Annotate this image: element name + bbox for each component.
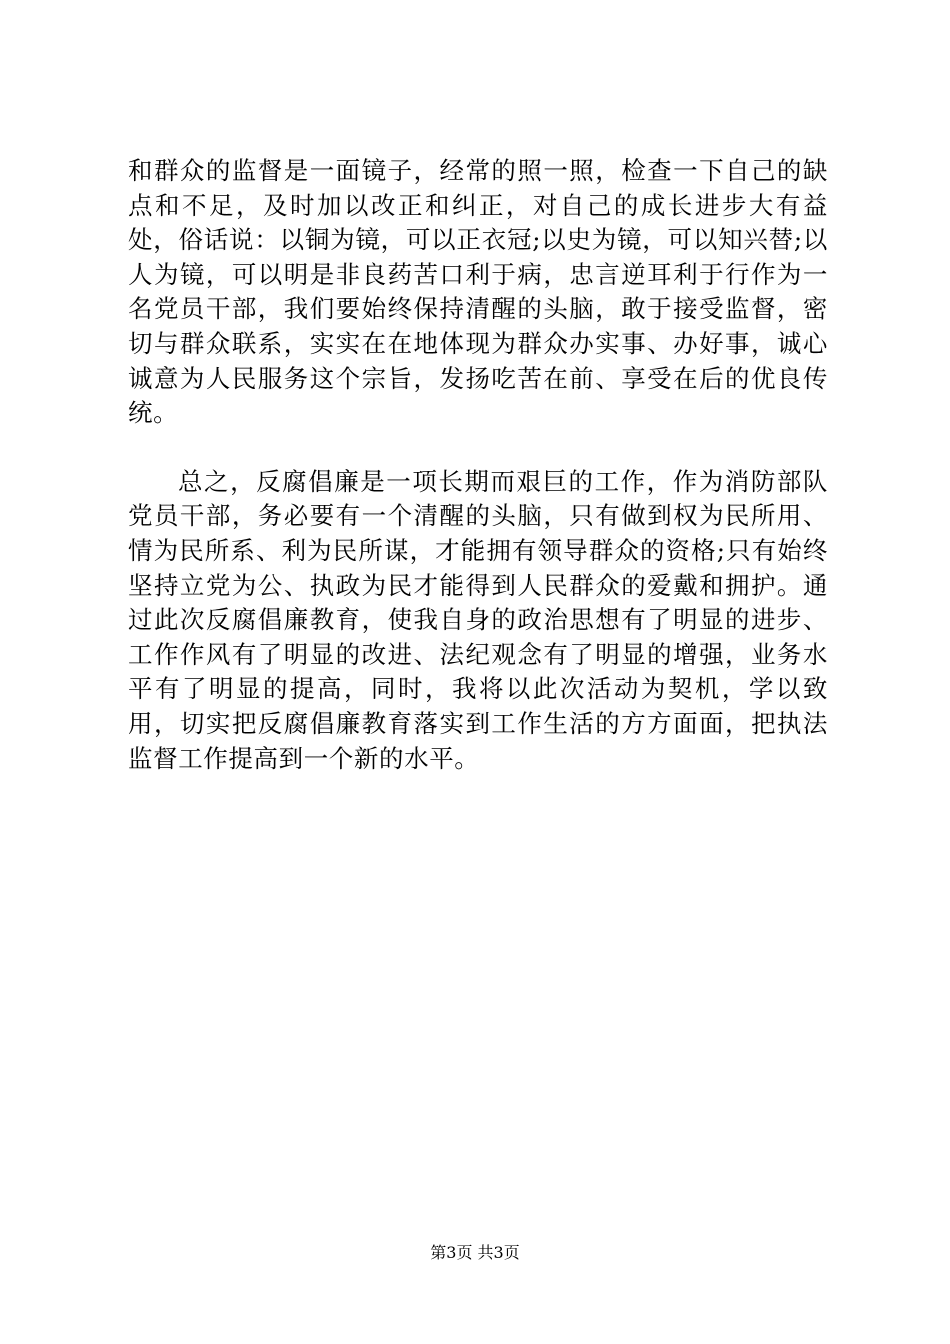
document-body <box>128 154 828 776</box>
paragraph-conclusion: 总之，反腐倡廉是一项长期而艰巨的工作，作为消防部队党员干部，务必要有一个清醒的头脑，只有做到权为民所用、情为民所系、利为民所谋，才能拥有领导群众的资格;只有始终坚持立党为公、执政为民才能得到人民群众的爱戴和拥护。通过此次反腐倡廉教育，使我自身的政治思想有了明显的进步、工作作风有了明显的改进、法纪观念有了明显的增强，业务水平有了明显的提高，同时，我将以此次活动为契机，学以致用，切实把反腐倡廉教育落实到工作生活的方方面面，把执法监督工作提高到一个新的水平。 <box>128 466 828 773</box>
paragraph-continuation: 和群众的监督是一面镜子，经常的照一照，检查一下自己的缺点和不足，及时加以改正和纠正，对自己的成长进步大有益处，俗话说：以铜为镜，可以正衣冠;以史为镜，可以知兴替;以人为镜，可以明是非良药苦口利于病，忠言逆耳利于行作为一名党员干部，我们要始终保持清醒的头脑，敢于接受监督，密切与群众联系，实实在在地体现为群众办实事、办好事，诚心诚意为人民服务这个宗旨，发扬吃苦在前、享受在后的优良传统。 <box>128 156 828 428</box>
page-footer: 第3页 共3页 <box>430 1243 520 1262</box>
paragraph-spacer <box>128 431 828 465</box>
